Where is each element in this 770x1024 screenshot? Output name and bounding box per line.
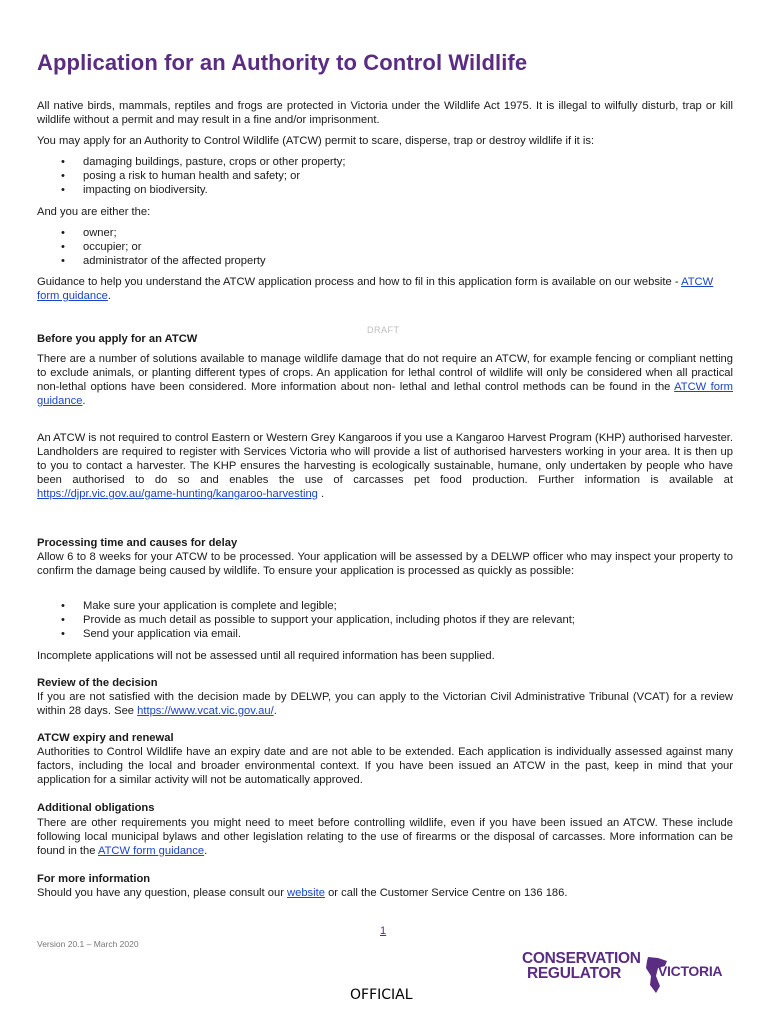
guidance-paragraph: Guidance to help you understand the ATCW application process and how to fil in this application form is available on our website - ATCW form guidance. xyxy=(37,276,714,302)
logo-line-2: REGULATOR xyxy=(527,965,622,982)
reasons-list xyxy=(37,155,733,197)
official-marking: OFFICIAL xyxy=(350,987,413,1003)
page-title: Application for an Authority to Control Wildlife xyxy=(37,50,528,75)
atcw-guidance-link[interactable]: ATCW form guidance xyxy=(97,845,205,857)
logo-line-1: CONSERVATION xyxy=(522,950,641,967)
incomplete-note: Incomplete applications will not be assessed until all required information has been supplied. xyxy=(37,650,495,662)
list-item: • Send your application via email. xyxy=(37,627,733,641)
list-item: • impacting on biodiversity. xyxy=(37,183,733,197)
processing-list xyxy=(37,599,733,641)
expiry-heading: ATCW expiry and renewal xyxy=(37,732,174,744)
more-info-paragraph: Should you have any question, please consult our website or call the Customer Service Centre on 136 186. xyxy=(37,887,568,899)
processing-paragraph: Allow 6 to 8 weeks for your ATCW to be processed. Your application will be assessed by a DELWP officer who may inspect your property to confirm the damage being caused by wildlife. To ensure your application is processed as quickly as possible: xyxy=(37,551,733,577)
more-info-heading: For more information xyxy=(37,873,151,885)
website-link[interactable]: website xyxy=(287,887,325,899)
logo-line-3: VICTORIA xyxy=(658,963,723,979)
list-item: • occupier; or xyxy=(37,240,733,254)
intro-permit-paragraph: You may apply for an Authority to Control Wildlife (ATCW) permit to scare, disperse, trap or destroy wildlife if it is: xyxy=(37,135,595,147)
list-item: • Provide as much detail as possible to support your application, including photos if they are relevant; xyxy=(37,613,733,627)
obligations-heading: Additional obligations xyxy=(37,802,155,814)
kangaroo-harvesting-link[interactable]: https://djpr.vic.gov.au/game-hunting/kangaroo-harvesting xyxy=(37,488,318,500)
list-item: • posing a risk to human health and safety; or xyxy=(37,169,733,183)
expiry-paragraph: Authorities to Control Wildlife have an expiry date and are not able to be extended. Each application is individually assessed against many factors, including the local and broader environmental context. If you have been issued an ATCW in the past, keep in mind that your application for a similar activity will not be automatically approved. xyxy=(37,746,733,786)
list-item: • damaging buildings, pasture, crops or other property; xyxy=(37,155,733,169)
either-label: And you are either the: xyxy=(37,206,151,218)
list-item: • administrator of the affected property xyxy=(37,254,733,268)
vcat-link[interactable]: https://www.vcat.vic.gov.au/ xyxy=(137,705,274,717)
before-heading: Before you apply for an ATCW xyxy=(37,333,198,345)
before-paragraph: There are a number of solutions available to manage wildlife damage that do not require an ATCW, for example fencing or compliant netting to exclude animals, or planting different types of crops. An application for lethal control of wildlife will only be considered when all practical non-lethal options have been considered. More information about non- lethal and lethal control methods can be found in the ATCW form guidance. xyxy=(37,353,733,407)
list-item: • owner; xyxy=(37,226,733,240)
roles-list xyxy=(37,226,733,268)
processing-heading: Processing time and causes for delay xyxy=(37,537,238,549)
obligations-paragraph: There are other requirements you might need to meet before controlling wildlife, even if you have been issued an ATCW. These include following local municipal bylaws and other legislation relating to the use of firearms or the disposal of carcasses. More information can be found in the ATCW form guidance. xyxy=(37,817,733,857)
version-label: Version 20.1 – March 2020 xyxy=(37,939,139,949)
list-item: • Make sure your application is complete and legible; xyxy=(37,599,733,613)
page-number: 1 xyxy=(380,925,387,937)
review-paragraph: If you are not satisfied with the decision made by DELWP, you can apply to the Victorian Civil Administrative Tribunal (VCAT) for a review within 28 days. See https://www.vcat.vic.gov.au/. xyxy=(37,691,733,717)
conservation-regulator-logo xyxy=(520,946,734,999)
atcw-guidance-link[interactable]: ATCW form guidance xyxy=(37,276,714,302)
draft-watermark: DRAFT xyxy=(367,325,400,335)
intro-paragraph: All native birds, mammals, reptiles and frogs are protected in Victoria under the Wildlife Act 1975. It is illegal to wilfully disturb, trap or kill wildlife without a permit and may result in a fine and/or imprisonment. xyxy=(37,100,733,126)
review-heading: Review of the decision xyxy=(37,677,158,689)
khp-paragraph: An ATCW is not required to control Eastern or Western Grey Kangaroos if you use a Kangaroo Harvest Program (KHP) authorised harvester. Landholders are required to register with Services Victoria who will provide a list of authorised harvesters working in your area. It is then up to you to contact a harvester. The KHP ensures the harvesting is ecologically sustainable, humane, only undertaken by people who have been authorised to do so and enables the use of carcasses pet food production. Further information is available at https://djpr.vic.gov.au/game-hunting/kangaroo-harvesting . xyxy=(37,432,734,500)
atcw-guidance-link[interactable]: ATCW form guidance xyxy=(37,381,733,407)
